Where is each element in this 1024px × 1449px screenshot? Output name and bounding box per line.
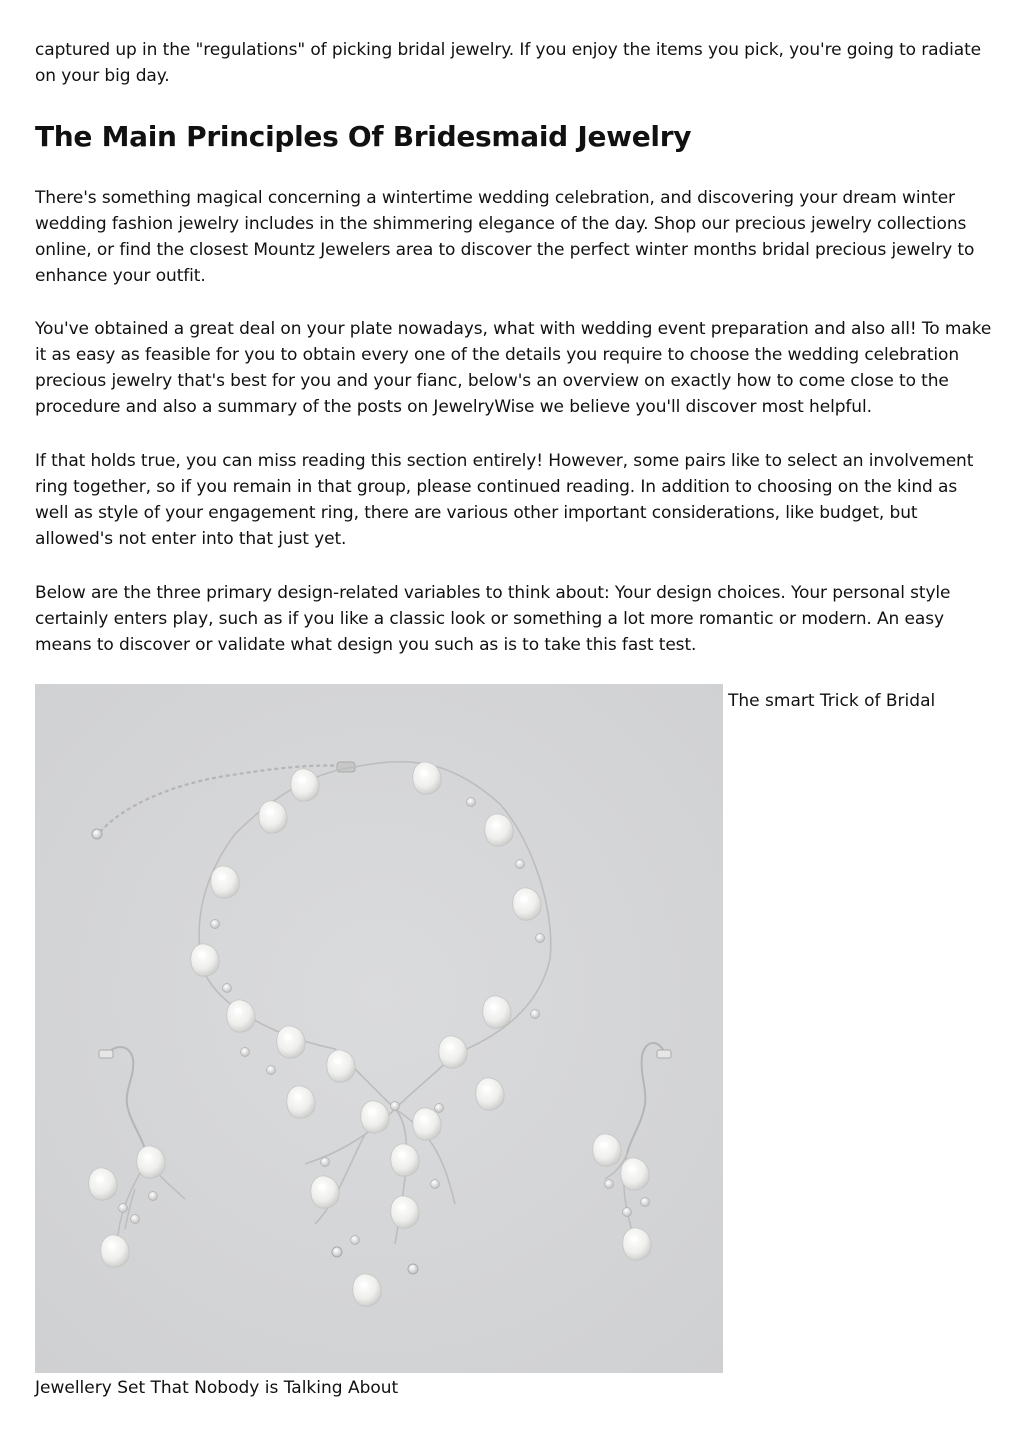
jewelry-illustration — [35, 684, 723, 1373]
intro-fragment-text: captured up in the "regulations" of picking bridal jewelry. If you enjoy the items you pick, you're going to radiate on your big day. — [35, 40, 982, 86]
paragraph-4: Below are the three primary design-related variables to think about: Your design choices. Your personal style certainly enters play, such as if you like a classic look or something a lot more romantic or modern. An easy means to discover or validate what design you such as is to take this fast test. — [35, 583, 951, 655]
paragraph-1: There's something magical concerning a wintertime wedding celebration, and discovering your dream winter wedding fashion jewelry includes in the shimmering elegance of the day. Shop our precious jewelry collections online, or find the closest Mountz Jewelers area to discover the perfect winter months bridal precious jewelry to enhance your outfit. — [35, 188, 975, 286]
section-heading: The Main Principles Of Bridesmaid Jewelry — [35, 120, 692, 153]
figure-caption-bottom: Jewellery Set That Nobody is Talking About — [35, 1378, 399, 1398]
paragraph-2: You've obtained a great deal on your plate nowadays, what with wedding event preparation and also all! To make it as easy as feasible for you to obtain every one of the details you require to choose the wedding celebration precious jewelry that's best for you and your fianc, below's an overview on exactly how to come close to the procedure and also a summary of the posts on JewelryWise we believe you'll discover most helpful. — [35, 319, 992, 417]
jewelry-set-photo — [35, 684, 723, 1373]
paragraph-3: If that holds true, you can miss reading this section entirely! However, some pairs like to select an involvement ring together, so if you remain in that group, please continued reading. In addition to choosing on the kind as well as style of your engagement ring, there are various other important considerations, like budget, but allowed's not enter into that just yet. — [35, 451, 974, 549]
figure-caption-side: The smart Trick of Bridal — [728, 691, 936, 711]
